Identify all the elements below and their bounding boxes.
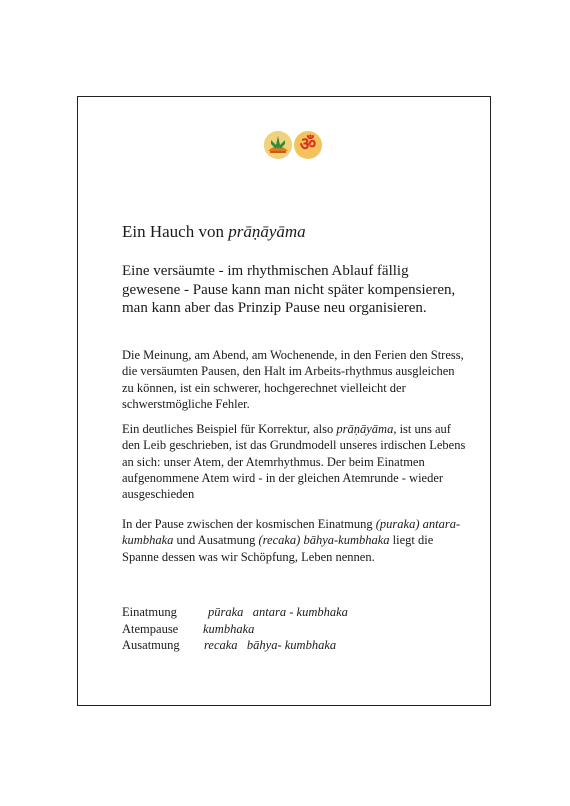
page-frame — [77, 96, 491, 706]
om-symbol: ॐ — [299, 134, 317, 155]
paragraph-3 — [122, 516, 467, 565]
term-row — [122, 637, 348, 654]
paragraph-2-text-a: Ein deutliches Beispiel für Korrektur, also — [122, 422, 337, 436]
term-label: Atempause — [122, 621, 179, 636]
term-label: Ausatmung — [122, 638, 180, 652]
paragraph-2 — [122, 421, 467, 502]
title-italic: prāṇāyāma — [228, 222, 306, 241]
paragraph-2-italic: prāṇāyāma — [336, 422, 394, 436]
logo-group — [264, 131, 324, 161]
term-value: recaka bāhya- kumbhaka — [204, 638, 337, 652]
term-label: Einatmung — [122, 605, 177, 619]
title-text: Ein Hauch von — [122, 222, 229, 241]
paragraph-3-text-e: liegt die Spanne dessen was wir Schöpfung, Leben nennen. — [122, 533, 434, 564]
lead-paragraph: Eine versäumte - im rhythmischen Ablauf fällig gewesene - Pause kann man nicht später kompensieren, man kann aber das Prinzip Pause neu organisieren. — [122, 263, 456, 316]
paragraph-3-italic-b: (puraka) antara-kumbhaka — [122, 517, 461, 548]
terms-list — [122, 604, 348, 654]
paragraph-3-text-a: In der Pause zwischen der kosmischen Einatmung — [122, 517, 376, 531]
term-value: kumbhaka — [203, 621, 255, 636]
paragraph-1: Die Meinung, am Abend, am Wochenende, in den Ferien den Stress, die versäumten Pausen, den Halt im Arbeits-rhythmus ausgleichen zu können, ist ein schwerer, hochgerechnet vielleicht der schwerstmögliche Fehler. — [122, 348, 464, 411]
paragraph-2-text-c: , ist uns auf den Leib geschrieben, ist das Grundmodell unseres irdischen Lebens an sich: unser Atem, der Atemrhythmus. Der beim Einatmen aufgenommene Atem wird - in der gleichen Atemrunde - wieder ausgeschieden — [122, 422, 466, 502]
paragraph-3-text-c: und Ausatmung — [173, 533, 259, 548]
term-row — [122, 621, 348, 638]
paragraph-3-italic-d: (recaka) bāhya-kumbhaka — [258, 533, 390, 548]
term-row — [122, 604, 348, 621]
term-value: pūraka antara - kumbhaka — [208, 605, 348, 619]
page-title — [122, 222, 306, 242]
om-logo-icon — [294, 131, 322, 159]
lotus-logo-icon — [264, 131, 292, 159]
